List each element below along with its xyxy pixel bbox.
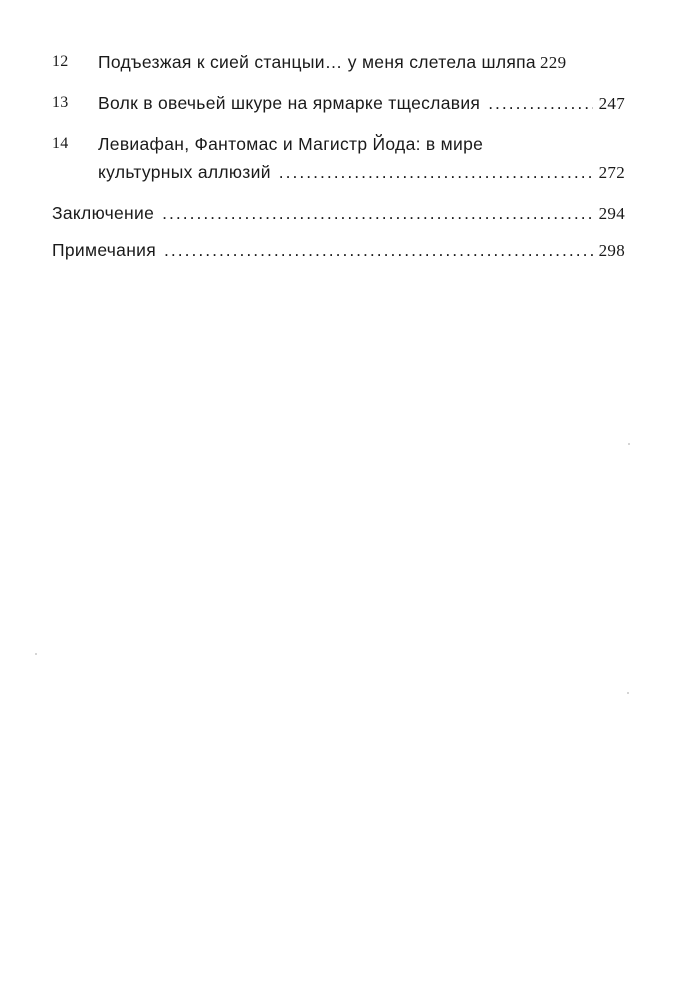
chapter-number: 12 — [52, 53, 69, 70]
entry-line — [98, 89, 625, 118]
toc-entry-chapter-14[interactable] — [52, 130, 625, 187]
toc-entry-chapter-12[interactable] — [52, 48, 625, 77]
entry-line — [52, 236, 625, 265]
dot-leader — [488, 89, 592, 117]
table-of-contents — [52, 48, 625, 265]
entry-line — [52, 199, 625, 228]
page-number: 247 — [598, 94, 625, 113]
dot-leader — [164, 236, 593, 264]
dot-leader — [162, 199, 592, 227]
paper-speck — [628, 443, 630, 445]
toc-entry-chapter-13[interactable] — [52, 89, 625, 118]
chapter-title: Подъезжая к сией станцыи… у меня слетела шляпа — [98, 52, 536, 72]
page-number: 272 — [598, 163, 625, 182]
entry-line-first — [98, 130, 625, 158]
paper-speck — [35, 653, 37, 655]
entry-line — [98, 48, 625, 77]
conclusion-title: Заключение — [52, 203, 155, 223]
page-number: 294 — [598, 204, 625, 223]
chapter-number: 13 — [52, 94, 69, 111]
chapter-title-line-2: культурных аллюзий — [98, 162, 271, 182]
paper-speck — [627, 692, 629, 694]
page-number: 229 — [539, 53, 567, 72]
toc-entry-conclusion[interactable] — [52, 199, 625, 228]
page-number: 298 — [598, 241, 625, 260]
chapter-title-line-1: Левиафан, Фантомас и Магистр Йода: в мире — [98, 134, 484, 154]
toc-entry-notes[interactable] — [52, 236, 625, 265]
chapter-number: 14 — [52, 135, 69, 152]
entry-line-second — [98, 158, 625, 187]
chapter-title: Волк в овечьей шкуре на ярмарке тщеславия — [98, 93, 481, 113]
dot-leader — [279, 158, 593, 186]
notes-title: Примечания — [52, 240, 157, 260]
